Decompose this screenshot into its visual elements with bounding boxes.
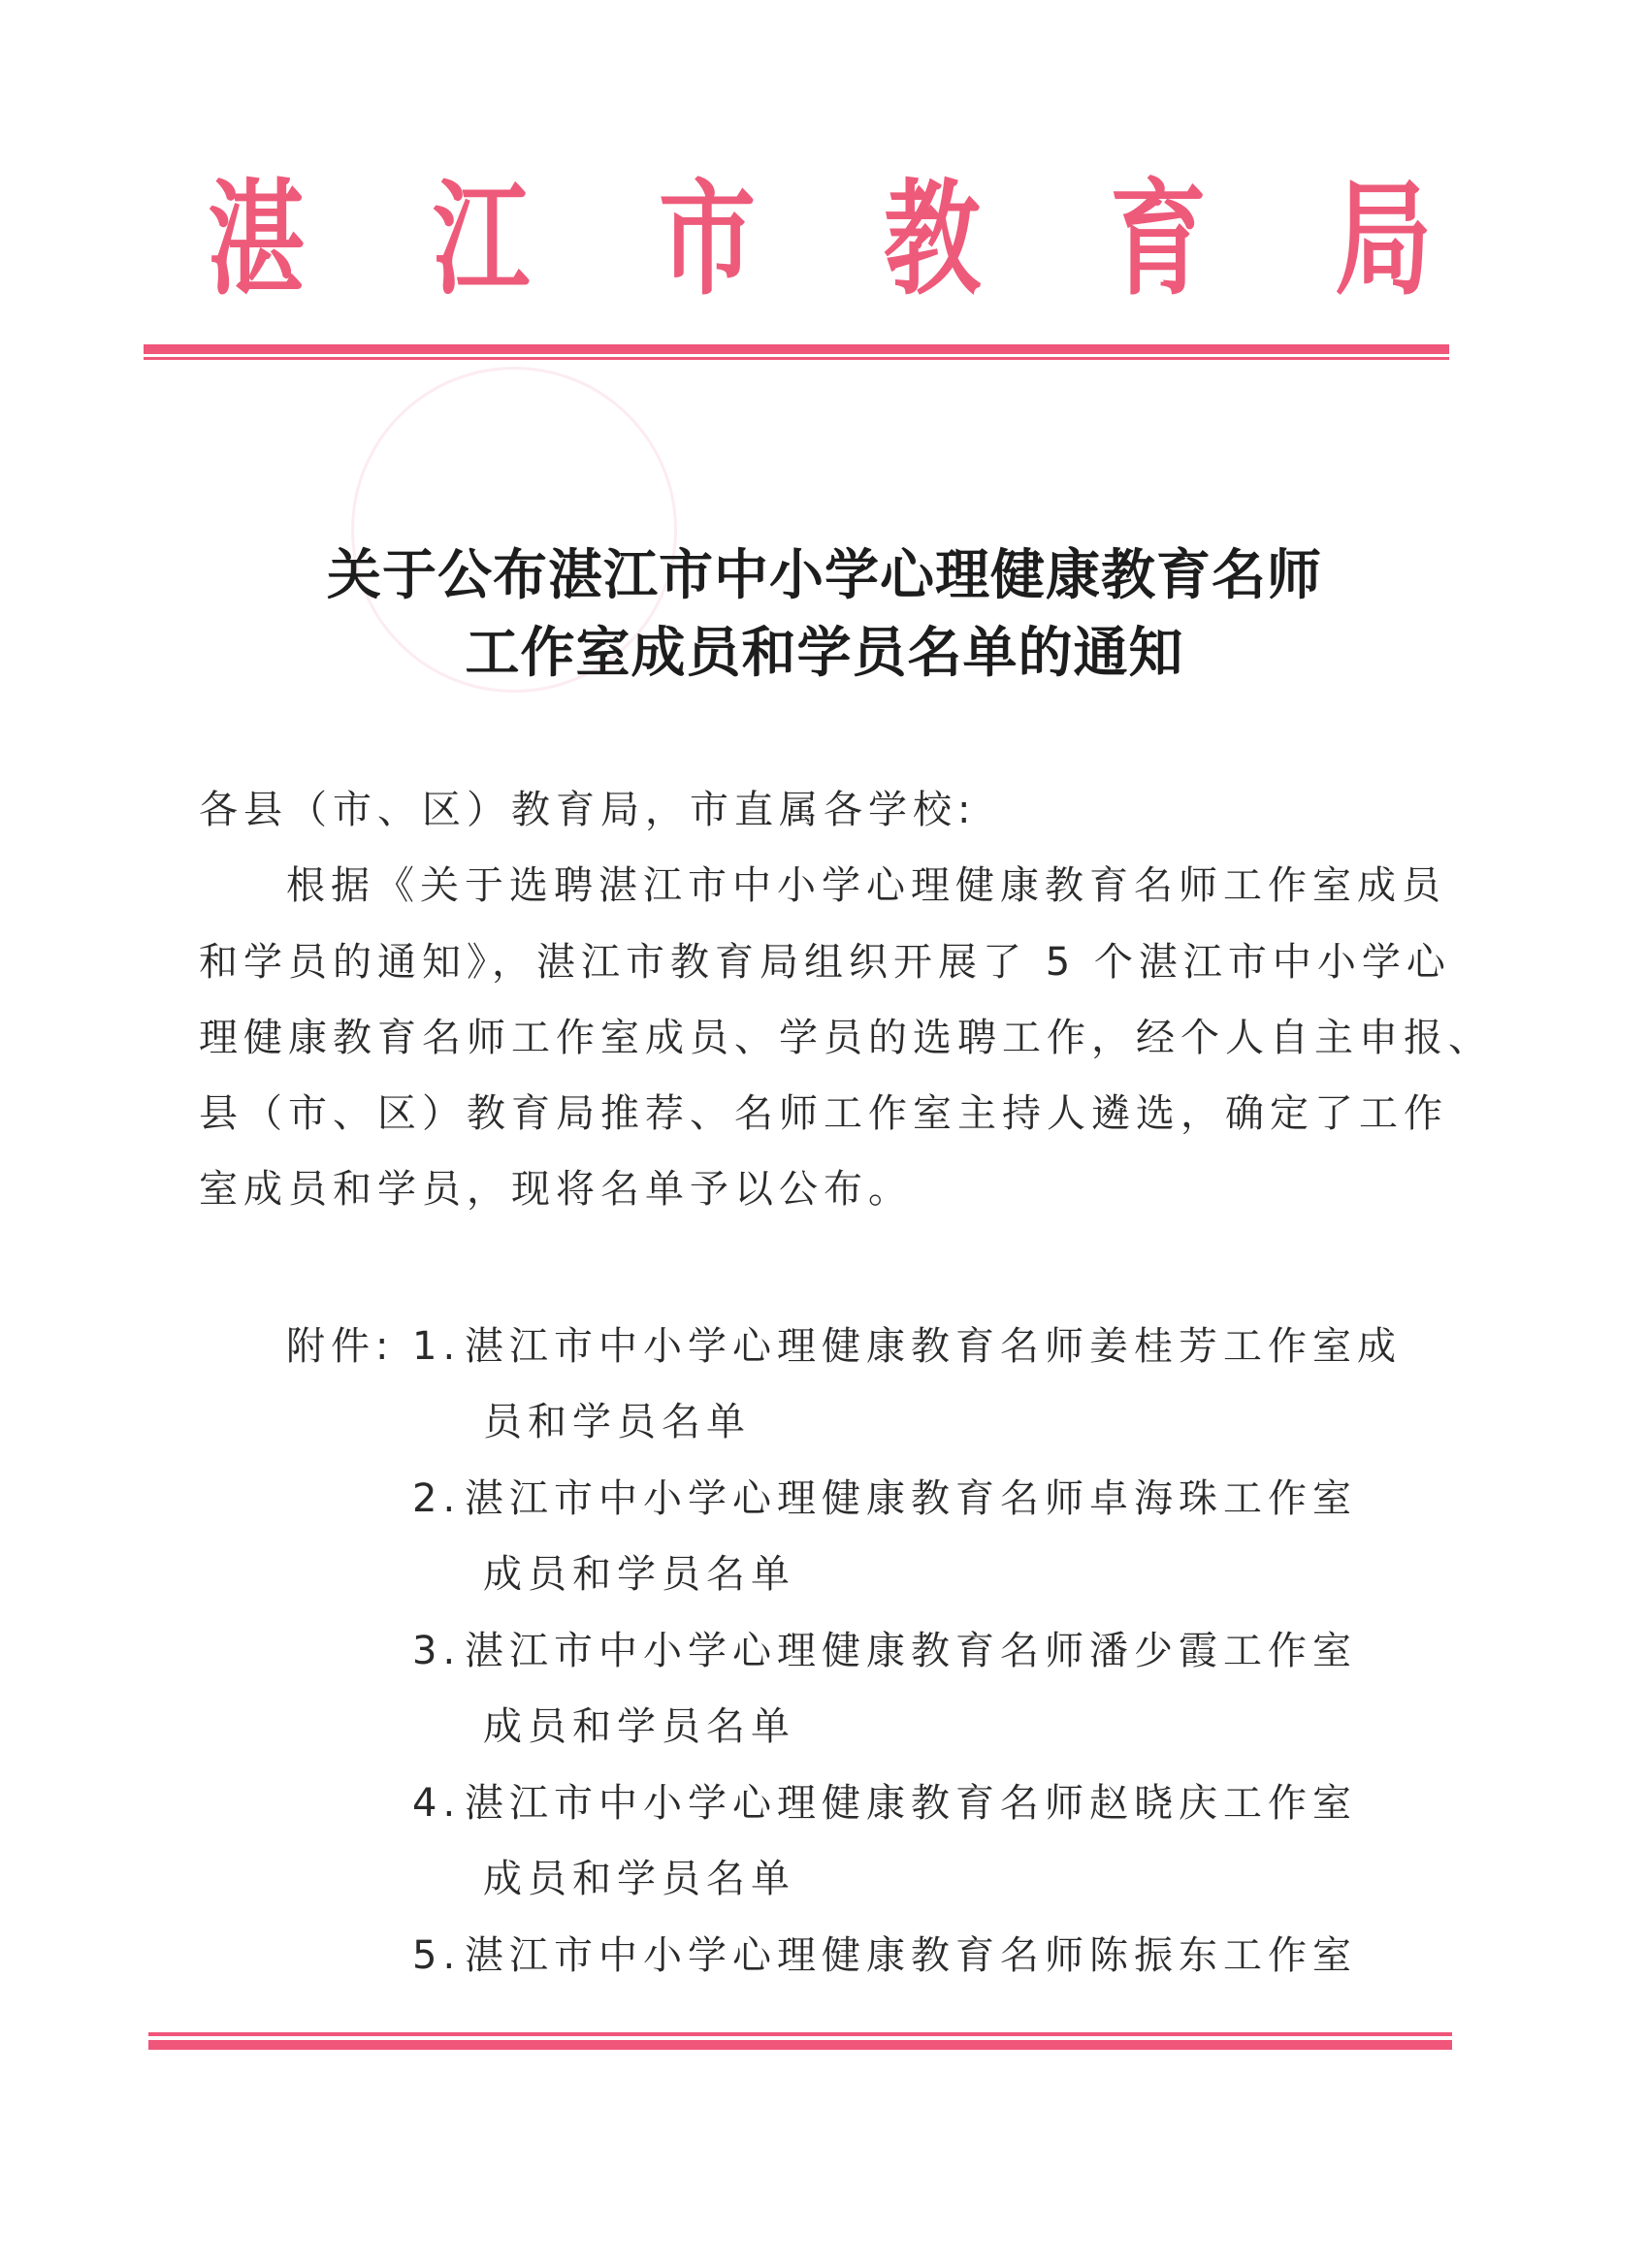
body-paragraph-line: 根据《关于选聘湛江市中小学心理健康教育名师工作室成员 [286,863,1446,908]
attachment-item-1-cont: 员和学员名单 [483,1400,751,1444]
footer-rule-thin [148,2032,1452,2036]
attachment-number: 5. [412,1933,462,1978]
attachment-item-4 [412,1781,1357,1826]
body-paragraph-line: 室成员和学员，现将名单予以公布。 [199,1167,913,1212]
letterhead-char: 江 [433,167,531,312]
salutation: 各县（市、区）教育局，市直属各学校: [199,788,977,832]
attachment-title: 湛江市中小学心理健康教育名师卓海珠工作室 [465,1476,1357,1521]
letterhead-char: 育 [1109,167,1207,312]
body-paragraph-line: 理健康教育名师工作室成员、学员的选聘工作，经个人自主申报、 [199,1016,1493,1060]
attachment-item-3 [412,1629,1357,1673]
footer-rule-thick [148,2040,1452,2050]
body-paragraph-line: 和学员的通知》，湛江市教育局组织开展了 5 个湛江市中小学心 [199,940,1451,985]
attachment-item-4-cont: 成员和学员名单 [483,1857,795,1901]
attachment-title: 湛江市中小学心理健康教育名师陈振东工作室 [465,1933,1357,1978]
attachment-item-1 [412,1324,1402,1369]
attachment-number: 2. [412,1476,462,1521]
letterhead-title [194,167,1445,312]
letterhead-rule-thick [144,344,1449,354]
attachment-item-2-cont: 成员和学员名单 [483,1552,795,1597]
attachment-number: 4. [412,1781,462,1826]
document-title-line-1: 关于公布湛江市中小学心理健康教育名师 [327,543,1322,607]
attachment-title: 湛江市中小学心理健康教育名师赵晓庆工作室 [465,1781,1357,1826]
letterhead-char: 湛 [208,167,305,312]
attachment-title: 湛江市中小学心理健康教育名师姜桂芳工作室成 [465,1324,1402,1369]
attachments-label: 附件: [286,1324,395,1369]
attachment-number: 3. [412,1629,462,1673]
body-paragraph-line: 县（市、区）教育局推荐、名师工作室主持人遴选，确定了工作 [199,1091,1448,1136]
letterhead-rule-thin [144,357,1449,360]
attachment-item-2 [412,1476,1357,1521]
letterhead-char: 局 [1335,167,1432,312]
attachment-item-3-cont: 成员和学员名单 [483,1704,795,1749]
attachment-item-5 [412,1933,1357,1978]
document-title-line-2: 工作室成员和学员名单的通知 [465,621,1184,685]
letterhead-char: 市 [658,167,756,312]
attachment-number: 1. [412,1324,462,1369]
attachment-title: 湛江市中小学心理健康教育名师潘少霞工作室 [465,1629,1357,1673]
letterhead-char: 教 [884,167,982,312]
